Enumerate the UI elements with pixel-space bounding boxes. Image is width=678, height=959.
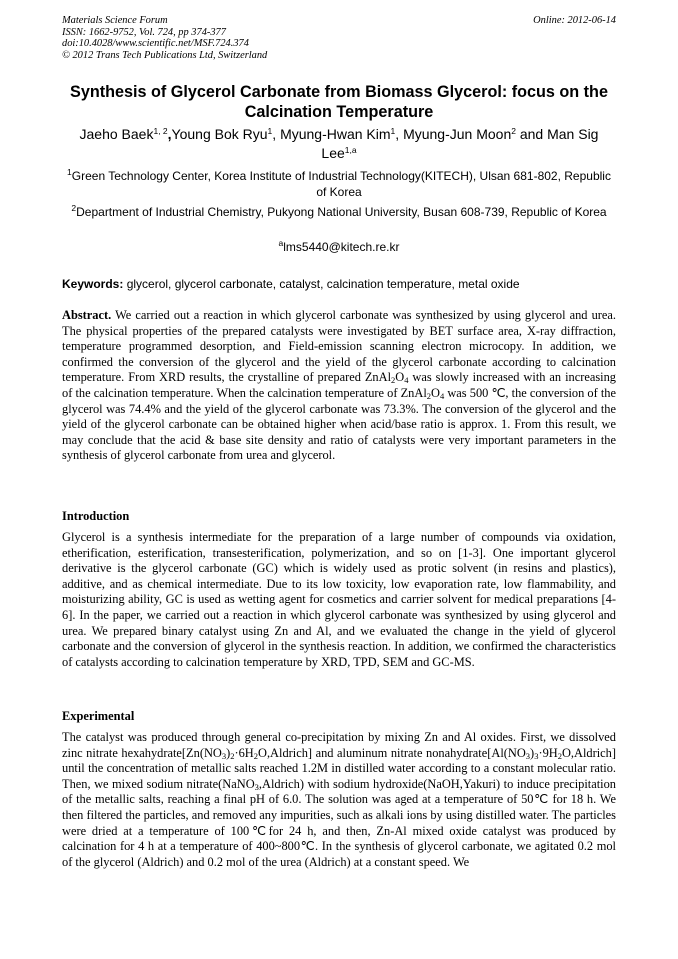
- author-separator: ,: [395, 126, 404, 142]
- formula-part: ZnAl: [364, 370, 392, 385]
- author-name: Young Bok Ryu: [171, 126, 268, 142]
- text-run: ,Aldrich) with sodium hydroxide(NaOH,Yakuri) to induce precipitation of the metallic salts, reaching a final pH of 6.0. The solution was aged at a temperature of 50℃ for 18 h. We then filtered the particles, and removed any impurities, such as alkali ions by using distilled water. The particles were dried at a temperature of 100℃for 24 h, and then, Zn-Al mixed oxide catalyst was produced by calcination for 4 h at a temperature of 400~800℃. In the synthesis of glycerol carbonate, we agitated 0.2 mol of the glycerol (Aldrich) and 0.2 mol of the urea (Aldrich) at a constant speed. We: [62, 776, 616, 869]
- formula-subscript: 3: [221, 750, 227, 761]
- formula-subscript: 3: [254, 781, 259, 792]
- abstract: [62, 308, 616, 464]
- formula-subscript: 3: [534, 750, 539, 761]
- affiliation-text: Green Technology Center, Korea Institute of Industrial Technology(KITECH), Ulsan 681-802, Republic of Korea: [71, 169, 611, 199]
- affiliation-mark: 2: [71, 203, 77, 213]
- author-affiliation-mark: 1: [267, 126, 273, 136]
- abstract-label: Abstract.: [62, 308, 112, 322]
- formula-subscript: 2: [557, 750, 562, 761]
- abstract-text: was slowly increased with an increasing of the calcination temperature. When the calcination temperature of: [62, 370, 617, 400]
- text-run: ): [226, 745, 231, 760]
- author-affiliation-mark: 1: [390, 126, 396, 136]
- text-run: O,Aldrich] and aluminum nitrate nonahydrate[Al(NO: [258, 745, 526, 760]
- author-affiliation-mark: 2: [511, 126, 516, 136]
- author-name: Myung-Hwan Kim: [280, 126, 391, 142]
- experimental-text: [62, 730, 616, 870]
- formula-subscript: 2: [253, 750, 259, 761]
- formula-part: O: [395, 370, 405, 385]
- author-name: Myung-Jun Moon: [403, 126, 512, 142]
- journal-issn: ISSN: 1662-9752, Vol. 724, pp 374-377: [62, 26, 226, 38]
- text-run: ): [530, 745, 535, 760]
- paper-title: Synthesis of Glycerol Carbonate from Biomass Glycerol: focus on the Calcination Temperature: [70, 83, 608, 121]
- author-separator: and: [515, 126, 548, 142]
- text-run: O,Aldrich] until the concentration of metallic salts reached 1.2M in distilled water according to a constant molecular ratio. Then, we mixed sodium nitrate(NaNO: [62, 745, 616, 791]
- abstract-text: was 500 ℃, the conversion of the glycerol was 74.4% and the yield of the glycerol carbonate was 73.3%. The conversion of the glycerol and the yield of the glycerol carbonate can be obtained higher when acid/base ratio is approx. 1. From this result, we may conclude that the acid & base site density and ratio of catalysts were very important parameters in the synthesis of glycerol carbonate from urea and glycerol.: [62, 385, 617, 463]
- online-date: Online: 2012-06-14: [533, 15, 616, 26]
- keywords-label: Keywords:: [62, 277, 124, 291]
- journal-copyright: © 2012 Trans Tech Publications Ltd, Switzerland: [62, 49, 268, 61]
- formula-subscript: 3: [525, 750, 531, 761]
- formula-subscript: 2: [391, 375, 396, 386]
- affiliation-2: [62, 205, 616, 221]
- introduction-text: Glycerol is a synthesis intermediate for the preparation of a large number of compounds via oxidation, etherification, esterification, transesterification, polymerization, and so on [1-3]. One important glycerol derivative is the glycerol carbonate (GC) which is widely used as protic solvent (in resins and plastics), additive, and as chemical intermediate. Due to its low toxicity, low evaporation rate, low flammability, and moisturizing ability, GC is used as wetting agent for cosmetics and carrier solvent for medical preparations [4-6]. In the paper, we carried out a reaction in which glycerol carbonate was synthesized by using glycerol and urea. We prepared binary catalyst using Zn and Al, and we evaluated the change in the yield of glycerol carbonate and the conversion of glycerol in the synthesis reaction. In addition, we confirmed the characteristics of catalysts according to calcination temperature by XRD, TPD, SEM and GC-MS.: [62, 530, 616, 669]
- journal-doi: doi:10.4028/www.scientific.net/MSF.724.374: [62, 38, 249, 50]
- author-separator: ,: [167, 126, 172, 142]
- formula-part: ZnAl: [400, 385, 427, 400]
- abstract-text: We carried out a reaction in which glycerol carbonate was synthesized by using glycerol and urea. The physical properties of the prepared catalysts were investigated by BET surface area, X-ray diffraction, temperature programmed desorption, and Field-emission scanning electron microcopy. In addition, we confirmed the conversion of the glycerol and the yield of the glycerol carbonate according to calcination temperature. From XRD results, the crystalline of prepared: [62, 308, 616, 385]
- email-text: lms5440@kitech.re.kr: [283, 240, 400, 254]
- affiliation-1: [62, 169, 616, 200]
- affiliation-text: Department of Industrial Chemistry, Pukyong National University, Busan 608-739, Republic of Korea: [76, 205, 607, 219]
- keywords-text: glycerol, glycerol carbonate, catalyst, calcination temperature, metal oxide: [123, 277, 520, 291]
- corresponding-email: [62, 240, 616, 256]
- text-run: The catalyst was produced through general co-precipitation by mixing Zn and Al oxides. First, we dissolved zinc nitrate hexahydrate[Zn(NO: [62, 730, 616, 760]
- keywords: [62, 277, 616, 292]
- formula-part: O: [431, 385, 440, 400]
- experimental-heading: Experimental: [62, 709, 135, 723]
- journal-header: [62, 15, 616, 61]
- formula-subscript: 2: [230, 750, 235, 761]
- formula-subscript: 2: [426, 390, 432, 401]
- introduction-heading: Introduction: [62, 509, 130, 523]
- author-name: Jaeho Baek: [79, 126, 154, 142]
- author-separator: ,: [272, 126, 281, 142]
- affiliation-mark: 1: [67, 167, 72, 177]
- author-affiliation-mark: 1,a: [344, 145, 357, 155]
- text-run: ·6H: [234, 745, 254, 760]
- journal-name: Materials Science Forum: [62, 15, 168, 26]
- email-mark: a: [278, 238, 284, 248]
- author-name: Man Sig Lee: [321, 126, 599, 161]
- author-list: [62, 125, 616, 163]
- text-run: ·9H: [538, 745, 558, 760]
- formula-subscript: 4: [439, 390, 445, 401]
- formula-subscript: 4: [404, 375, 409, 386]
- author-affiliation-mark: 1, 2: [153, 126, 168, 136]
